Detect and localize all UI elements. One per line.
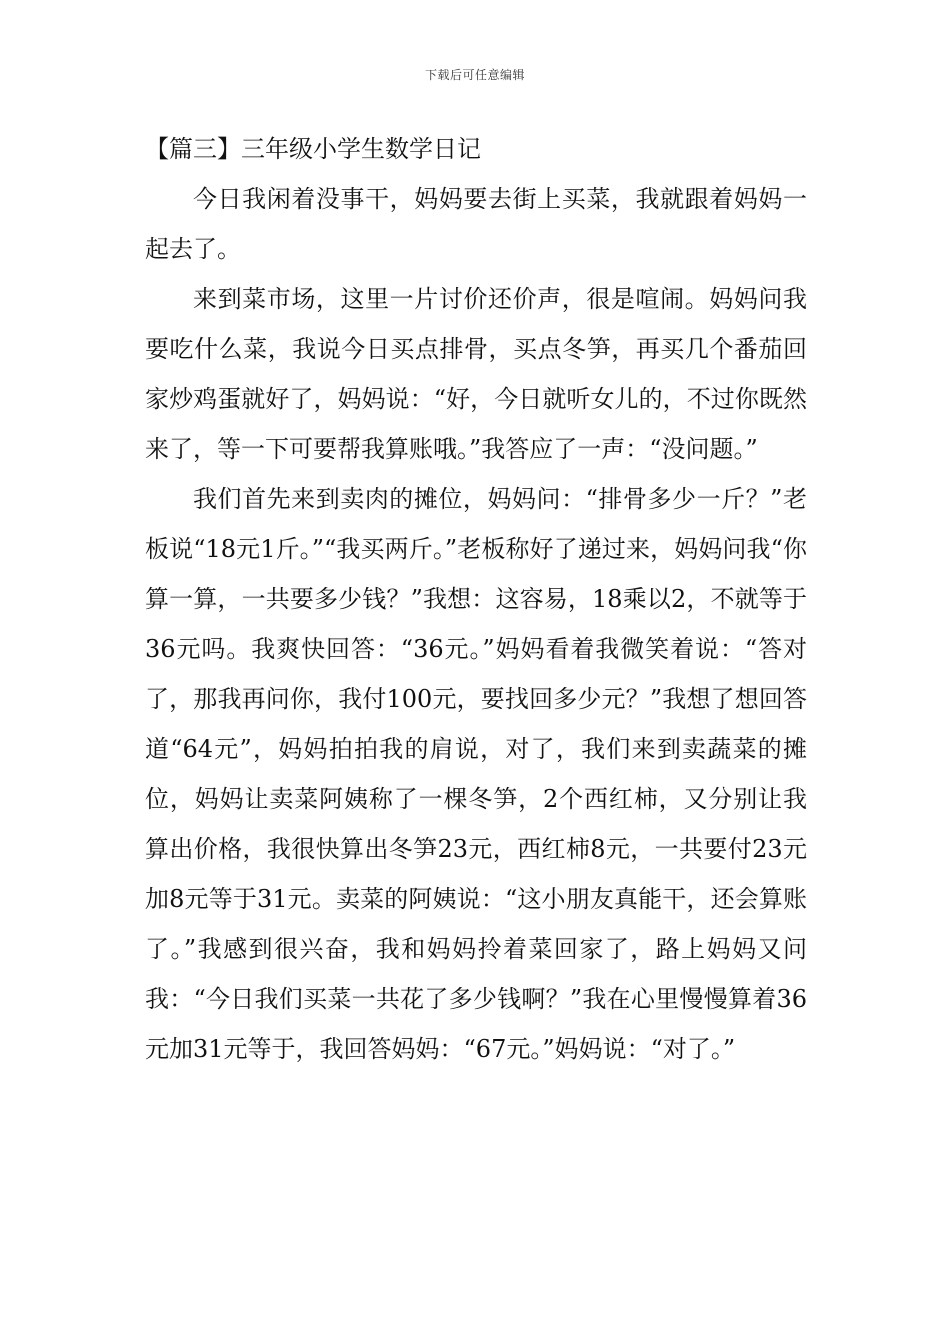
page-header-note: 下载后可任意编辑 bbox=[424, 68, 525, 82]
paragraph-intro: 今日我闲着没事干，妈妈要去街上买菜，我就跟着妈妈一起去了。 bbox=[145, 185, 807, 263]
paragraph-shopping: 我们首先来到卖肉的摊位，妈妈问：“排骨多少一斤？”老板说“18元1斤。”“我买两斤。”老板称好了递过来，妈妈问我“你算一算，一共要多少钱？”我想：这容易，18乘以2，不就等于36元吗。我爽快回答：“36元。”妈妈看着我微笑着说：“答对了，那我再问你，我付100元，要找回多少元？”我想了想回答道“64元”，妈妈拍拍我的肩说，对了，我们来到卖蔬菜的摊位，妈妈让卖菜阿姨称了一棵冬笋，2个西红柿，又分别让我算出价格，我很快算出冬笋23元，西红柿8元，一共要付23元加8元等于31元。卖菜的阿姨说：“这小朋友真能干，还会算账了。”我感到很兴奋，我和妈妈拎着菜回家了，路上妈妈又问我：“今日我们买菜一共花了多少钱啊？”我在心里慢慢算着36元加31元等于，我回答妈妈：“67元。”妈妈说：“对了。” bbox=[145, 485, 807, 1063]
paragraph-market: 来到菜市场，这里一片讨价还价声，很是喧闹。妈妈问我要吃什么菜，我说今日买点排骨，买点冬笋，再买几个番茄回家炒鸡蛋就好了，妈妈说：“好，今日就听女儿的，不过你既然来了，等一下可要帮我算账哦。”我答应了一声：“没问题。” bbox=[145, 285, 807, 463]
article-title: 【篇三】三年级小学生数学日记 bbox=[145, 135, 481, 163]
article-body bbox=[145, 124, 807, 1074]
